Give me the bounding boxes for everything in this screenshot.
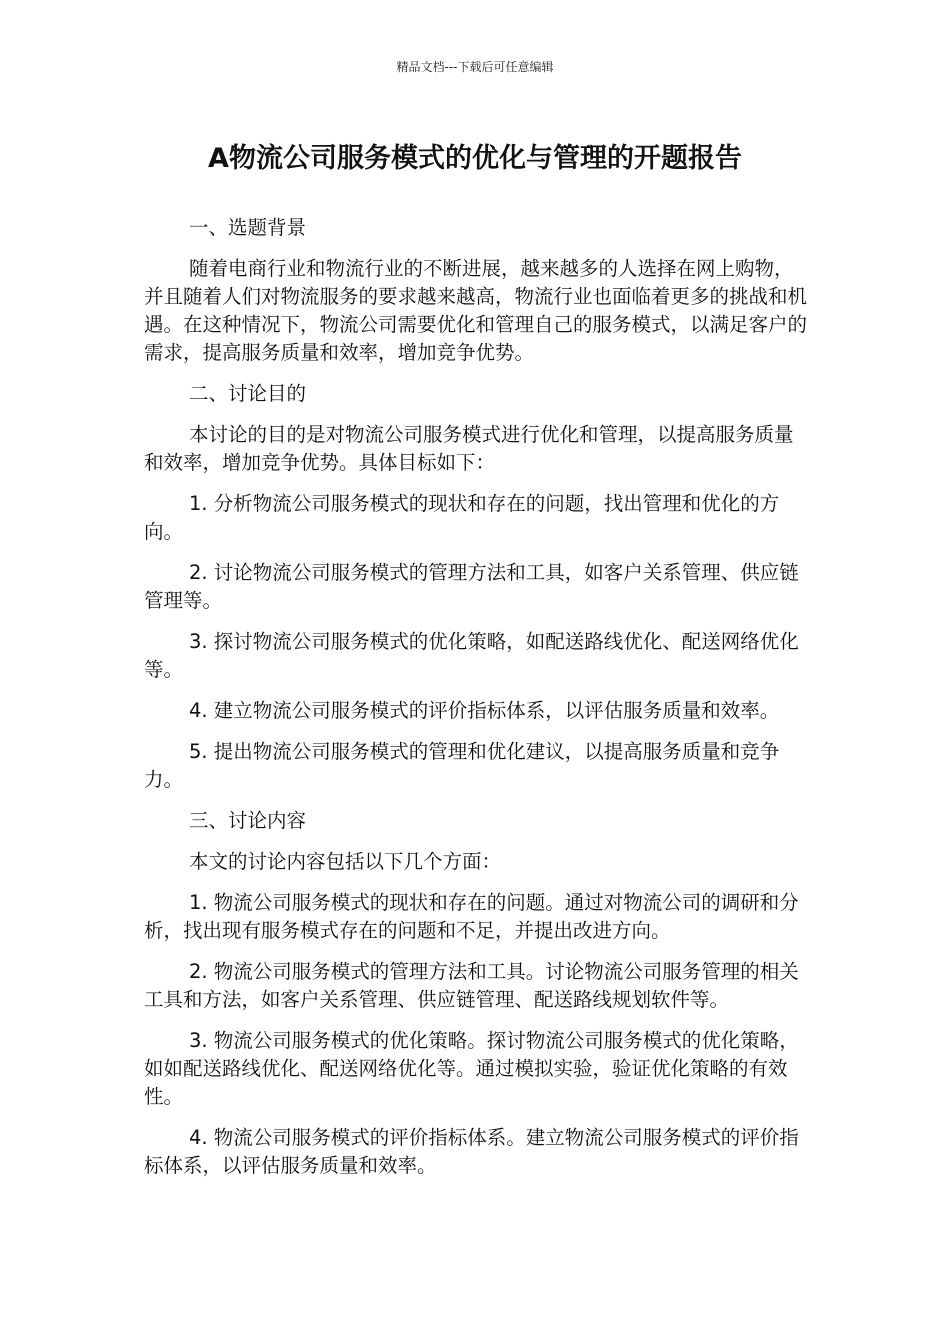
section-heading-purpose: 二、讨论目的 [189,382,307,405]
purpose-item-4: 4. 建立物流公司服务模式的评价指标体系，以评估服务质量和效率。 [189,699,780,722]
purpose-item-2: 2. 讨论物流公司服务模式的管理方法和工具，如客户关系管理、供应链管理等。 [144,561,799,612]
content-item-2: 2. 物流公司服务模式的管理方法和工具。讨论物流公司服务管理的相关工具和方法，如客户关系管理、供应链管理、配送路线规划软件等。 [144,960,799,1011]
page-header-note: 精品文档---下载后可任意编辑 [396,60,554,74]
purpose-item-1: 1. 分析物流公司服务模式的现状和存在的问题，找出管理和优化的方向。 [144,492,780,543]
content-item-3: 3. 物流公司服务模式的优化策略。探讨物流公司服务模式的优化策略，如如配送路线优化、配送网络优化等。通过模拟实验，验证优化策略的有效性。 [144,1029,799,1108]
content-item-1: 1. 物流公司服务模式的现状和存在的问题。通过对物流公司的调研和分析，找出现有服务模式存在的问题和不足，并提出改进方向。 [144,891,799,942]
purpose-item-3: 3. 探讨物流公司服务模式的优化策略，如配送路线优化、配送网络优化等。 [144,630,799,681]
section-heading-background: 一、选题背景 [189,216,307,239]
paragraph-background: 随着电商行业和物流行业的不断进展，越来越多的人选择在网上购物，并且随着人们对物流服务的要求越来越高，物流行业也面临着更多的挑战和机遇。在这种情况下，物流公司需要优化和管理自己的服务模式，以满足客户的需求，提高服务质量和效率，增加竞争优势。 [144,257,808,364]
paragraph-content-intro: 本文的讨论内容包括以下几个方面： [189,850,502,873]
section-heading-content: 三、讨论内容 [189,809,307,832]
document-body [144,214,812,1193]
paragraph-purpose-intro: 本讨论的目的是对物流公司服务模式进行优化和管理，以提高服务质量和效率，增加竞争优势。具体目标如下： [144,423,794,474]
content-item-4: 4. 物流公司服务模式的评价指标体系。建立物流公司服务模式的评价指标体系，以评估服务质量和效率。 [144,1126,799,1177]
document-title: A物流公司服务模式的优化与管理的开题报告 [208,143,742,174]
purpose-item-5: 5. 提出物流公司服务模式的管理和优化建议，以提高服务质量和竞争力。 [144,740,780,791]
